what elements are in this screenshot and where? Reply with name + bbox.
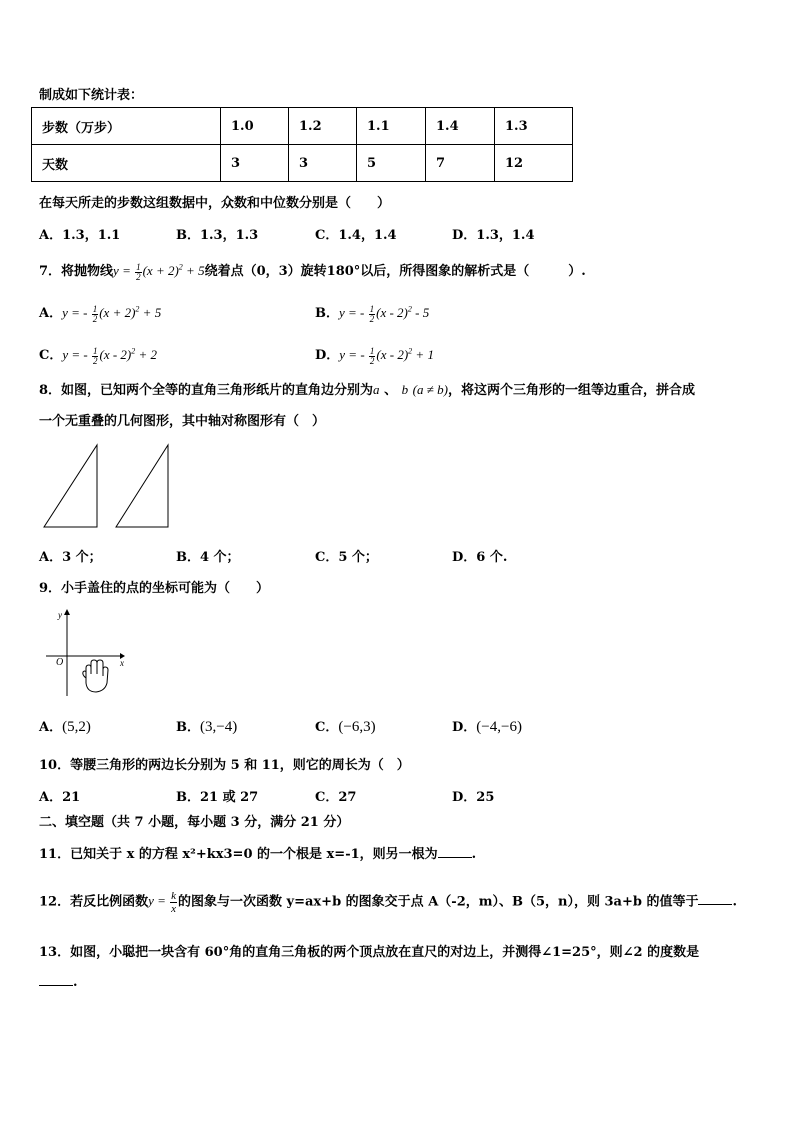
- q11-end: .: [471, 847, 477, 862]
- q8-stem-line1: 8．如图，已知两个全等的直角三角形纸片的直角边分别为a 、 b (a ≠ b)，将这两个三角形的一组等边重合，拼合成: [39, 382, 695, 398]
- option-value: (−4,−6): [476, 719, 522, 735]
- option-label: C．: [39, 348, 63, 363]
- y-axis-label: y: [58, 610, 62, 620]
- q8-text-a: 8．如图，已知两个全等的直角三角形纸片的直角边分别为: [39, 383, 374, 398]
- triangle-left: [44, 445, 97, 527]
- q8-text-b: ，将这两个三角形的一组等边重合，拼合成: [447, 383, 695, 398]
- table-cell: 5: [357, 145, 426, 182]
- option-label: A．: [39, 306, 63, 321]
- option-value: (5,2): [62, 719, 91, 735]
- q10-option-d: D．25: [452, 790, 495, 805]
- q10-option-c: C．27: [315, 790, 357, 805]
- answer-blank: [698, 892, 732, 905]
- x-axis-label: x: [120, 658, 124, 668]
- q12-stem: 12．若反比例函数y = $\frac{k}{x}$ 的图象与一次函数 y=ax+b 的图象交于点 A（-2，m）、B（5，n），则 3a+b 的值等于 .: [39, 890, 738, 915]
- q7-pre: 7．将抛物线: [39, 264, 114, 279]
- q10-option-a: A．21: [39, 790, 81, 805]
- table-cell: 3: [221, 145, 289, 182]
- q13-stem-line2: [39, 973, 78, 990]
- q11-stem: [39, 843, 476, 862]
- q13-end: .: [73, 975, 78, 990]
- q7-equation: y = $\frac{1}{2}$ $(x + 2)^2 + 5$: [113, 261, 205, 282]
- table-row: [32, 108, 573, 145]
- q6-option-d: D．1.3，1.4: [452, 228, 535, 243]
- option-label: D．: [452, 720, 477, 735]
- q13-stem-line1: 13．如图，小聪把一块含有 60°角的直角三角板的两个顶点放在直尺的对边上，并测得∠1=25°，则∠2 的度数是: [39, 945, 700, 960]
- answer-blank: [39, 973, 73, 986]
- q8-option-c: C．5 个；: [315, 550, 378, 565]
- q8-option-b: B．4 个；: [176, 550, 240, 565]
- q7-stem: [39, 260, 586, 282]
- q11-text: 11．已知关于 x 的方程 x²+kx3=0 的一个根是 x=-1，则另一根为: [39, 847, 438, 862]
- q8-stem-line2: 一个无重叠的几何图形，其中轴对称图形有（ ）: [39, 414, 326, 429]
- q9-option-a: [39, 716, 91, 736]
- q10-stem: 10．等腰三角形的两边长分别为 5 和 11，则它的周长为（ ）: [39, 758, 410, 773]
- q9-option-d: [452, 716, 522, 736]
- q8-option-d: D．6 个.: [452, 550, 508, 565]
- q12-end: .: [732, 894, 738, 910]
- q8-option-a: A．3 个；: [39, 550, 102, 565]
- option-label: C．: [315, 720, 339, 735]
- table-cell: 7: [426, 145, 495, 182]
- table-cell: 12: [495, 145, 573, 182]
- q9-option-c: [315, 716, 376, 736]
- q12-post: 的图象与一次函数 y=ax+b 的图象交于点 A（-2，m）、B（5，n），则 3a+b 的值等于: [178, 894, 699, 910]
- q6-option-b: B．1.3，1.3: [176, 228, 259, 243]
- q7-option-c: C．y = - $\frac{1}{2}$ (x - 2)$^2$ + 2: [39, 345, 158, 366]
- option-value: (3,−4): [200, 719, 238, 735]
- option-label: B．: [176, 720, 200, 735]
- option-label: B．: [315, 306, 339, 321]
- q6-stem: 在每天所走的步数这组数据中，众数和中位数分别是（ ）: [39, 196, 391, 211]
- intro-text: 制成如下统计表：: [39, 88, 144, 103]
- q7-option-a: A．y = - $\frac{1}{2}$ $(x + 2)^2 + 5$: [39, 303, 162, 324]
- table-cell: 1.4: [426, 108, 495, 145]
- origin-label: O: [56, 657, 64, 668]
- q12-pre: 12．若反比例函数: [39, 894, 149, 910]
- y-axis-arrow: [64, 609, 70, 615]
- q7-option-d: D．y = - $\frac{1}{2}$ (x - 2)$^2$ + 1: [315, 345, 434, 366]
- table-cell: 天数: [32, 145, 221, 182]
- q7-post: 绕着点（0，3）旋转180°以后，所得图象的解析式是（ ）.: [204, 264, 586, 279]
- table-cell: 1.3: [495, 108, 573, 145]
- q10-option-b: B．21 或 27: [176, 790, 259, 805]
- table-cell: 1.1: [357, 108, 426, 145]
- q8-triangles-figure: [40, 442, 180, 532]
- q9-option-b: [176, 716, 237, 736]
- q6-option-c: C．1.4，1.4: [315, 228, 397, 243]
- hand-icon: [83, 660, 108, 692]
- option-label: D．: [315, 348, 340, 363]
- table-cell: 3: [289, 145, 357, 182]
- option-label: A．: [39, 720, 63, 735]
- q9-coordinate-figure: [36, 606, 136, 701]
- table-row: [32, 145, 573, 182]
- q9-stem: 9．小手盖住的点的坐标可能为（ ）: [39, 581, 270, 596]
- table-cell: 1.2: [289, 108, 357, 145]
- q7-option-b: B．y = - $\frac{1}{2}$ (x - 2)$^2$ - 5: [315, 303, 430, 324]
- table-cell: 1.0: [221, 108, 289, 145]
- triangle-right: [116, 445, 168, 527]
- answer-blank: [438, 845, 472, 858]
- stats-table: [31, 107, 573, 182]
- table-cell: 步数（万步）: [32, 108, 221, 145]
- option-value: (−6,3): [338, 719, 376, 735]
- q6-option-a: A．1.3，1.1: [39, 228, 121, 243]
- section-heading: 二、填空题（共 7 小题，每小题 3 分，满分 21 分）: [39, 815, 350, 830]
